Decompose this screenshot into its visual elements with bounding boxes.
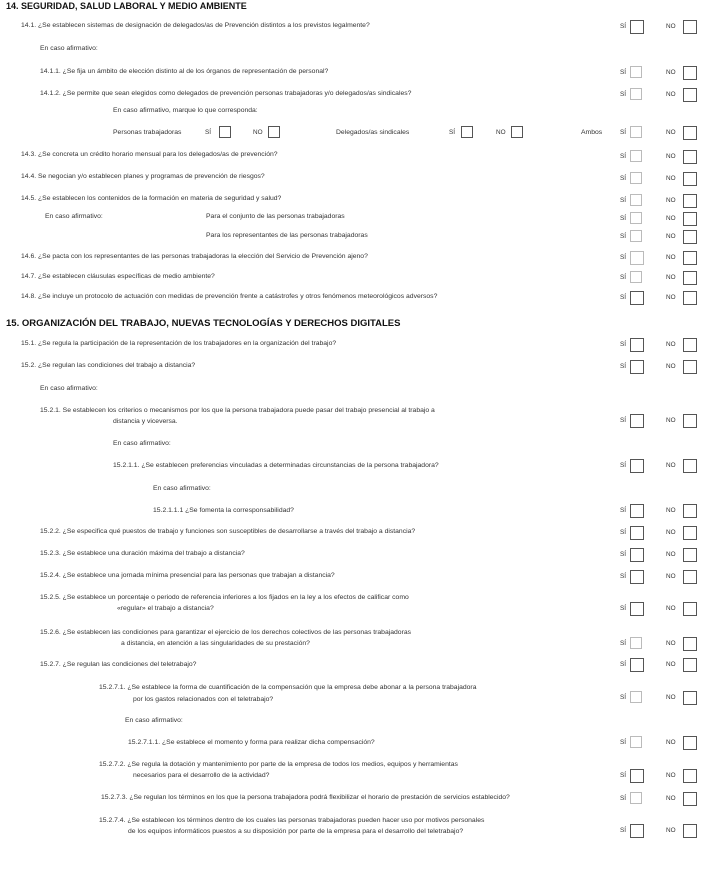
no-label: NO bbox=[666, 197, 676, 204]
yes-label: SÍ bbox=[620, 254, 627, 261]
no-checkbox[interactable] bbox=[683, 736, 697, 750]
question-15-2-7-2-cont: necesarios para el desarrollo de la actividad? bbox=[133, 772, 270, 779]
no-label: NO bbox=[496, 129, 506, 136]
no-checkbox[interactable] bbox=[683, 570, 697, 584]
yes-checkbox[interactable] bbox=[630, 150, 642, 162]
yes-checkbox[interactable] bbox=[630, 360, 644, 374]
option-ambos: Ambos bbox=[581, 129, 603, 136]
no-checkbox[interactable] bbox=[683, 126, 697, 140]
section-14-title: 14. SEGURIDAD, SALUD LABORAL Y MEDIO AMBIENTE bbox=[6, 1, 247, 11]
afirmativo-label: En caso afirmativo: bbox=[113, 440, 171, 447]
no-checkbox[interactable] bbox=[683, 602, 697, 616]
yes-checkbox[interactable] bbox=[630, 338, 644, 352]
yes-label: SÍ bbox=[620, 694, 627, 701]
no-label: NO bbox=[666, 795, 676, 802]
no-label: NO bbox=[666, 233, 676, 240]
no-checkbox[interactable] bbox=[683, 172, 697, 186]
yes-checkbox[interactable] bbox=[630, 66, 642, 78]
yes-checkbox[interactable] bbox=[630, 792, 642, 804]
no-checkbox[interactable] bbox=[683, 150, 697, 164]
yes-label: SÍ bbox=[620, 197, 627, 204]
question-15-2: 15.2. ¿Se regulan las condiciones del trabajo a distancia? bbox=[21, 362, 196, 369]
no-label: NO bbox=[666, 417, 676, 424]
yes-label: SÍ bbox=[620, 605, 627, 612]
no-label: NO bbox=[666, 551, 676, 558]
no-label: NO bbox=[666, 23, 676, 30]
question-15-2-7-1: 15.2.7.1. ¿Se establece la forma de cuantificación de la compensación que la empresa debe abonar a la persona trabajadora bbox=[99, 684, 477, 691]
question-14-7: 14.7. ¿Se establecen cláusulas específicas de medio ambiente? bbox=[21, 273, 215, 280]
no-label: NO bbox=[666, 274, 676, 281]
question-15-2-6: 15.2.6. ¿Se establecen las condiciones para garantizar el ejercicio de los derechos colectivos de las personas trabajadoras bbox=[40, 629, 412, 636]
question-14-1: 14.1. ¿Se establecen sistemas de designación de delegados/as de Prevención distintos a los previstos legalmente? bbox=[21, 22, 370, 29]
no-label: NO bbox=[666, 363, 676, 370]
personas-yes-checkbox[interactable] bbox=[219, 126, 231, 138]
yes-checkbox[interactable] bbox=[630, 459, 644, 473]
no-label: NO bbox=[666, 215, 676, 222]
option-personas-trabajadoras: Personas trabajadoras bbox=[113, 129, 182, 136]
yes-checkbox[interactable] bbox=[630, 88, 642, 100]
question-14-3: 14.3. ¿Se concreta un crédito horario mensual para los delegados/as de prevención? bbox=[21, 151, 278, 158]
no-label: NO bbox=[666, 573, 676, 580]
yes-label: SÍ bbox=[620, 153, 627, 160]
yes-checkbox[interactable] bbox=[630, 212, 642, 224]
afirmativo-label: En caso afirmativo: bbox=[125, 717, 183, 724]
no-label: NO bbox=[666, 129, 676, 136]
no-checkbox[interactable] bbox=[683, 291, 697, 305]
no-checkbox[interactable] bbox=[683, 88, 697, 102]
no-checkbox[interactable] bbox=[683, 414, 697, 428]
yes-label: SÍ bbox=[620, 363, 627, 370]
yes-label: SÍ bbox=[620, 551, 627, 558]
no-checkbox[interactable] bbox=[683, 792, 697, 806]
yes-checkbox[interactable] bbox=[630, 570, 644, 584]
yes-label: SÍ bbox=[620, 294, 627, 301]
yes-label: SÍ bbox=[620, 341, 627, 348]
yes-checkbox[interactable] bbox=[630, 271, 642, 283]
yes-checkbox[interactable] bbox=[630, 414, 644, 428]
yes-label: SÍ bbox=[620, 274, 627, 281]
question-14-8: 14.8. ¿Se incluye un protocolo de actuación con medidas de prevención frente a catástrofes y otros fenómenos meteorológicos adversos? bbox=[21, 293, 438, 300]
yes-label: SÍ bbox=[620, 129, 627, 136]
no-label: NO bbox=[666, 772, 676, 779]
no-checkbox[interactable] bbox=[683, 526, 697, 540]
yes-checkbox[interactable] bbox=[630, 230, 642, 242]
yes-checkbox[interactable] bbox=[630, 602, 644, 616]
no-label: NO bbox=[666, 175, 676, 182]
yes-label: SÍ bbox=[620, 640, 627, 647]
yes-label: SÍ bbox=[449, 129, 456, 136]
question-15-2-3: 15.2.3. ¿Se establece una duración máxima del trabajo a distancia? bbox=[40, 550, 245, 557]
no-checkbox[interactable] bbox=[683, 338, 697, 352]
no-checkbox[interactable] bbox=[683, 230, 697, 244]
question-14-5-a: Para el conjunto de las personas trabajadoras bbox=[206, 213, 345, 220]
afirmativo-label: En caso afirmativo: bbox=[153, 485, 211, 492]
yes-label: SÍ bbox=[620, 23, 627, 30]
yes-checkbox[interactable] bbox=[630, 691, 642, 703]
personas-no-checkbox[interactable] bbox=[268, 126, 280, 138]
yes-checkbox[interactable] bbox=[630, 769, 644, 783]
no-label: NO bbox=[666, 341, 676, 348]
no-checkbox[interactable] bbox=[683, 212, 697, 226]
no-label: NO bbox=[666, 640, 676, 647]
yes-checkbox[interactable] bbox=[630, 548, 644, 562]
question-14-6: 14.6. ¿Se pacta con los representantes de las personas trabajadoras la elección del Servicio de Prevención ajeno? bbox=[21, 253, 368, 260]
question-15-2-5-cont: «regular» el trabajo a distancia? bbox=[117, 605, 214, 612]
no-checkbox[interactable] bbox=[683, 360, 697, 374]
no-label: NO bbox=[666, 739, 676, 746]
yes-checkbox[interactable] bbox=[630, 824, 644, 838]
no-label: NO bbox=[666, 69, 676, 76]
no-label: NO bbox=[253, 129, 263, 136]
yes-checkbox[interactable] bbox=[630, 637, 642, 649]
no-label: NO bbox=[666, 91, 676, 98]
yes-label: SÍ bbox=[620, 215, 627, 222]
no-checkbox[interactable] bbox=[683, 459, 697, 473]
yes-label: SÍ bbox=[620, 795, 627, 802]
no-label: NO bbox=[666, 529, 676, 536]
yes-label: SÍ bbox=[205, 129, 212, 136]
no-checkbox[interactable] bbox=[683, 66, 697, 80]
no-label: NO bbox=[666, 294, 676, 301]
no-checkbox[interactable] bbox=[683, 637, 697, 651]
yes-label: SÍ bbox=[620, 69, 627, 76]
yes-checkbox[interactable] bbox=[630, 126, 642, 138]
yes-label: SÍ bbox=[620, 462, 627, 469]
afirmativo-marque-label: En caso afirmativo, marque lo que corresponda: bbox=[113, 107, 258, 114]
no-label: NO bbox=[666, 827, 676, 834]
question-15-2-7: 15.2.7. ¿Se regulan las condiciones del teletrabajo? bbox=[40, 661, 197, 668]
delegados-yes-checkbox[interactable] bbox=[461, 126, 473, 138]
yes-label: SÍ bbox=[620, 739, 627, 746]
no-label: NO bbox=[666, 507, 676, 514]
no-checkbox[interactable] bbox=[683, 20, 697, 34]
yes-label: SÍ bbox=[620, 91, 627, 98]
yes-checkbox[interactable] bbox=[630, 658, 644, 672]
no-label: NO bbox=[666, 462, 676, 469]
no-checkbox[interactable] bbox=[683, 824, 697, 838]
yes-checkbox[interactable] bbox=[630, 194, 642, 206]
question-15-2-2: 15.2.2. ¿Se especifica qué puestos de trabajo y funciones son susceptibles de desarrollarse a través del trabajo a distancia? bbox=[40, 528, 416, 535]
no-checkbox[interactable] bbox=[683, 658, 697, 672]
yes-label: SÍ bbox=[620, 827, 627, 834]
question-15-2-7-4: 15.2.7.4. ¿Se establecen los términos dentro de los cuales las personas trabajadoras pueden hacer uso por motivos personales bbox=[99, 817, 485, 824]
question-15-2-4: 15.2.4. ¿Se establece una jornada mínima presencial para las personas que trabajan a distancia? bbox=[40, 572, 335, 579]
no-label: NO bbox=[666, 694, 676, 701]
afirmativo-label: En caso afirmativo: bbox=[45, 213, 103, 220]
question-15-1: 15.1. ¿Se regula la participación de la representación de los trabajadores en la organización del trabajo? bbox=[21, 340, 337, 347]
no-checkbox[interactable] bbox=[683, 251, 697, 265]
question-15-2-6-cont: a distancia, en atención a las singularidades de su prestación? bbox=[121, 640, 310, 647]
yes-label: SÍ bbox=[620, 661, 627, 668]
yes-label: SÍ bbox=[620, 233, 627, 240]
yes-checkbox[interactable] bbox=[630, 251, 644, 265]
question-15-2-7-2: 15.2.7.2. ¿Se regula la dotación y mantenimiento por parte de la empresa de todos los medios, equipos y herramientas bbox=[99, 761, 458, 768]
no-label: NO bbox=[666, 605, 676, 612]
no-checkbox[interactable] bbox=[683, 504, 697, 518]
no-checkbox[interactable] bbox=[683, 548, 697, 562]
afirmativo-label: En caso afirmativo: bbox=[40, 385, 98, 392]
yes-label: SÍ bbox=[620, 573, 627, 580]
afirmativo-label: En caso afirmativo: bbox=[40, 45, 98, 52]
yes-checkbox[interactable] bbox=[630, 736, 642, 748]
no-checkbox[interactable] bbox=[683, 769, 697, 783]
yes-label: SÍ bbox=[620, 175, 627, 182]
option-delegados-sindicales: Delegados/as sindicales bbox=[336, 129, 410, 136]
no-label: NO bbox=[666, 153, 676, 160]
question-15-2-1-cont: distancia y viceversa. bbox=[113, 418, 178, 425]
yes-label: SÍ bbox=[620, 507, 627, 514]
no-label: NO bbox=[666, 254, 676, 261]
yes-label: SÍ bbox=[620, 772, 627, 779]
yes-checkbox[interactable] bbox=[630, 172, 642, 184]
delegados-no-checkbox[interactable] bbox=[511, 126, 523, 138]
question-15-2-1: 15.2.1. Se establecen los criterios o mecanismos por los que la persona trabajadora puede pasar del trabajo presencial al trabajo a bbox=[40, 407, 435, 414]
no-checkbox[interactable] bbox=[683, 691, 697, 705]
question-15-2-5: 15.2.5. ¿Se establece un porcentaje o periodo de referencia inferiores a los fijados en la ley a los efectos de calificar como bbox=[40, 594, 409, 601]
question-15-2-7-3: 15.2.7.3. ¿Se regulan los términos en los que la persona trabajadora podrá flexibilizar el horario de prestación de servicios establecido? bbox=[101, 794, 510, 801]
no-checkbox[interactable] bbox=[683, 194, 697, 208]
question-15-2-1-1-1: 15.2.1.1.1 ¿Se fomenta la corresponsabilidad? bbox=[153, 507, 294, 514]
no-label: NO bbox=[666, 661, 676, 668]
yes-label: SÍ bbox=[620, 529, 627, 536]
section-15-title: 15. ORGANIZACIÓN DEL TRABAJO, NUEVAS TECNOLOGÍAS Y DERECHOS DIGITALES bbox=[6, 318, 401, 329]
yes-checkbox[interactable] bbox=[630, 291, 644, 305]
question-15-2-1-1: 15.2.1.1. ¿Se establecen preferencias vinculadas a determinadas circunstancias de la persona trabajadora? bbox=[113, 462, 439, 469]
yes-label: SÍ bbox=[620, 417, 627, 424]
question-15-2-7-4-cont: de los equipos informáticos puestos a su disposición por parte de la empresa para el desarrollo del teletrabajo? bbox=[128, 828, 464, 835]
question-14-5-b: Para los representantes de las personas trabajadoras bbox=[206, 232, 368, 239]
question-14-4: 14.4. Se negocian y/o establecen planes y programas de prevención de riesgos? bbox=[21, 173, 265, 180]
question-14-1-1: 14.1.1. ¿Se fija un ámbito de elección distinto al de los órganos de representación de personal? bbox=[40, 68, 329, 75]
question-14-1-2: 14.1.2. ¿Se permite que sean elegidos como delegados de prevención personas trabajadoras y/o delegados/as sindicales? bbox=[40, 90, 412, 97]
no-checkbox[interactable] bbox=[683, 271, 697, 285]
yes-checkbox[interactable] bbox=[630, 526, 644, 540]
question-15-2-7-1-1: 15.2.7.1.1. ¿Se establece el momento y forma para realizar dicha compensación? bbox=[128, 739, 375, 746]
question-14-5: 14.5. ¿Se establecen los contenidos de la formación en materia de seguridad y salud? bbox=[21, 195, 282, 202]
question-15-2-7-1-cont: por los gastos relacionados con el teletrabajo? bbox=[133, 696, 274, 703]
yes-checkbox[interactable] bbox=[630, 20, 644, 34]
yes-checkbox[interactable] bbox=[630, 504, 644, 518]
